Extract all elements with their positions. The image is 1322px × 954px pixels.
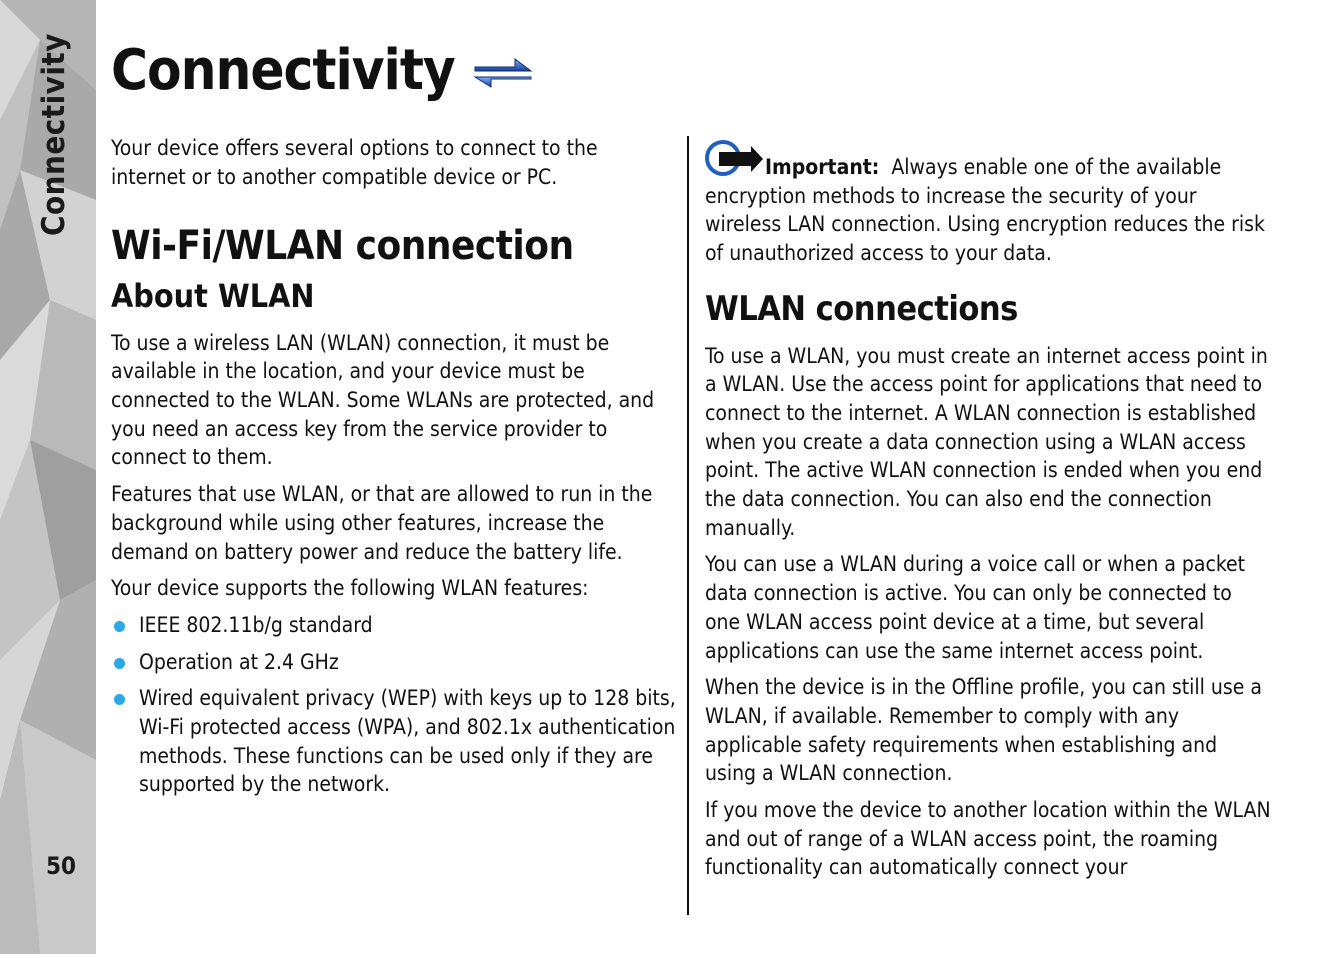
bullet-icon — [114, 658, 125, 669]
section-heading-wifi-wlan: Wi-Fi/WLAN connection — [111, 223, 574, 270]
paragraph: To use a WLAN, you must create an internet access point in a WLAN. Use the access point for applications that need to connect to the internet. A WLAN connection is established when you create a data connection using a WLAN access point. The active WLAN connection is ended when you end the data connection. You can also end the connection manually. — [705, 343, 1268, 540]
list-item — [111, 648, 677, 677]
column-divider — [687, 136, 689, 915]
important-text: Always enable one of the available encryption methods to increase the security of your wireless LAN connection. Using encryption reduces the risk of unauthorized access to your data. — [705, 155, 1265, 266]
right-column — [705, 138, 1271, 890]
bullet-icon — [114, 621, 125, 632]
subsection-heading-about-wlan: About WLAN — [111, 277, 315, 316]
list-item-text: IEEE 802.11b/g standard — [139, 612, 373, 637]
connectivity-arrows-icon — [471, 47, 535, 95]
list-item-text: Operation at 2.4 GHz — [139, 649, 339, 674]
feature-list — [111, 611, 677, 799]
paragraph: If you move the device to another location within the WLAN and out of range of a WLAN access point, the roaming functionality can automatically connect your — [705, 798, 1271, 880]
paragraph: You can use a WLAN during a voice call or when a packet data connection is active. You can only be connected to one WLAN access point device at a time, but several applications can use the same internet access point. — [705, 552, 1246, 663]
page-title: Connectivity — [111, 38, 455, 103]
important-hand-icon — [705, 138, 765, 180]
important-label: Important: — [765, 155, 880, 179]
page-number: 50 — [46, 852, 77, 880]
paragraph: To use a wireless LAN (WLAN) connection, it must be available in the location, and your device must be connected to the WLAN. Some WLANs are protected, and you need an access key from the service provider to connect to them. — [111, 330, 655, 470]
running-title: Connectivity — [36, 33, 72, 236]
paragraph: When the device is in the Offline profile, you can still use a WLAN, if available. Remember to comply with any applicable safety requirements when establishing and using a WLAN connection. — [705, 675, 1262, 786]
paragraph: Features that use WLAN, or that are allowed to run in the background while using other features, increase the demand on battery power and reduce the battery life. — [111, 482, 653, 564]
paragraph: Your device supports the following WLAN features: — [111, 576, 589, 601]
list-item — [111, 684, 677, 799]
important-note — [705, 138, 1271, 268]
intro-paragraph: Your device offers several options to connect to the internet or to another compatible device or PC. — [111, 136, 598, 189]
list-item-text: Wired equivalent privacy (WEP) with keys up to 128 bits, Wi-Fi protected access (WPA), and 802.1x authentication methods. These functions can be used only if they are supported by the network. — [139, 686, 676, 797]
sidebar — [0, 0, 96, 954]
list-item — [111, 611, 677, 640]
bullet-icon — [114, 694, 125, 705]
left-column — [111, 134, 677, 807]
section-heading-wlan-connections: WLAN connections — [705, 288, 1018, 329]
page-header — [111, 36, 535, 106]
